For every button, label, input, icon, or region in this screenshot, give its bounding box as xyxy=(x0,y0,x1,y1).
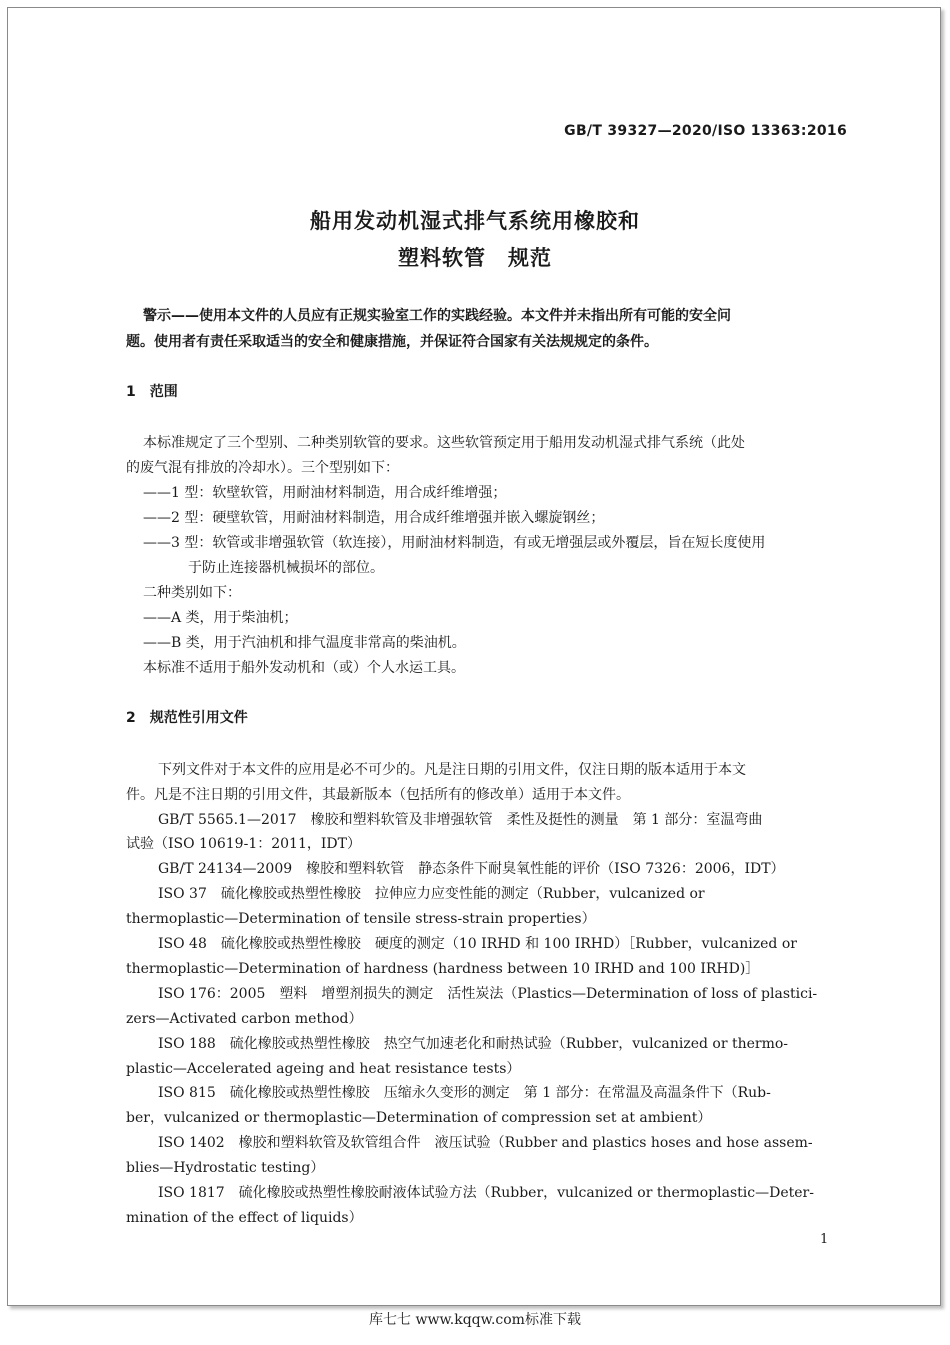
section-2-line: ISO 815 硫化橡胶或热塑性橡胶 压缩永久变形的测定 第 1 部分：在常温及高温条件下（Rub- xyxy=(158,1085,771,1101)
section-1-line: ——2 型：硬壁软管，用耐油材料制造，用合成纤维增强并嵌入螺旋钢丝； xyxy=(143,510,605,526)
section-1-line: 本标准不适用于船外发动机和（或）个人水运工具。 xyxy=(143,660,465,676)
section-2-line: GB/T 5565.1—2017 橡胶和塑料软管及非增强软管 柔性及挺性的测量 第 1 部分：室温弯曲 xyxy=(158,812,763,828)
section-1-line: ——A 类，用于柴油机； xyxy=(143,610,298,626)
warning-line-1: 警示——使用本文件的人员应有正规实验室工作的实践经验。本文件并未指出所有可能的安全问 xyxy=(143,308,731,324)
document-title-line-2: 塑料软管 规范 xyxy=(398,246,552,270)
section-2-line: ber，vulcanized or thermoplastic—Determination of compression set at ambient） xyxy=(126,1110,712,1126)
section-1-line: 本标准规定了三个型别、二种类别软管的要求。这些软管预定用于船用发动机湿式排气系统（此处 xyxy=(143,435,745,451)
section-2-line: 试验（ISO 10619-1：2011，IDT） xyxy=(126,836,361,852)
section-2-line: 件。凡是不注日期的引用文件，其最新版本（包括所有的修改单）适用于本文件。 xyxy=(126,787,630,803)
document-title-line-1: 船用发动机湿式排气系统用橡胶和 xyxy=(310,209,640,233)
section-2-line: ISO 1402 橡胶和塑料软管及软管组合件 液压试验（Rubber and plastics hoses and hose assem- xyxy=(158,1135,813,1151)
section-2-line: mination of the effect of liquids） xyxy=(126,1210,363,1226)
section-2-line: ISO 188 硫化橡胶或热塑性橡胶 热空气加速老化和耐热试验（Rubber，vulcanized or thermo- xyxy=(158,1036,789,1052)
section-1-line: 的废气混有排放的冷却水）。三个型别如下： xyxy=(126,460,399,476)
section-1-line: ——B 类，用于汽油机和排气温度非常高的柴油机。 xyxy=(143,635,466,651)
section-1-heading: 1 范围 xyxy=(126,384,178,400)
page-number: 1 xyxy=(820,1232,829,1247)
section-2-line: ISO 37 硫化橡胶或热塑性橡胶 拉伸应力应变性能的测定（Rubber，vulcanized or xyxy=(158,886,705,902)
section-2-line: zers—Activated carbon method） xyxy=(126,1011,363,1027)
section-2-line: ISO 176：2005 塑料 增塑剂损失的测定 活性炭法（Plastics—Determination of loss of plastici- xyxy=(158,986,818,1002)
section-1-line: 于防止连接器机械损坏的部位。 xyxy=(188,560,384,576)
section-1-line: ——3 型：软管或非增强软管（软连接），用耐油材料制造，有或无增强层或外覆层，旨在短长度使用 xyxy=(143,535,766,551)
section-1-line: 二种类别如下： xyxy=(143,585,241,601)
section-2-line: thermoplastic—Determination of tensile stress-strain properties） xyxy=(126,911,596,927)
section-2-line: blies—Hydrostatic testing） xyxy=(126,1160,325,1176)
section-2-line: 下列文件对于本文件的应用是必不可少的。凡是注日期的引用文件，仅注日期的版本适用于本文 xyxy=(158,762,746,778)
section-2-line: plastic—Accelerated ageing and heat resistance tests） xyxy=(126,1061,521,1077)
section-1-line: ——1 型：软壁软管，用耐油材料制造，用合成纤维增强； xyxy=(143,485,507,501)
warning-line-2: 题。使用者有责任采取适当的安全和健康措施，并保证符合国家有关法规规定的条件。 xyxy=(126,334,658,350)
standard-number: GB/T 39327—2020/ISO 13363:2016 xyxy=(564,123,847,139)
section-2-line: thermoplastic—Determination of hardness (hardness between 10 IRHD and 100 IRHD)］ xyxy=(126,961,760,977)
section-2-line: ISO 48 硫化橡胶或热塑性橡胶 硬度的测定（10 IRHD 和 100 IRHD）［Rubber，vulcanized or xyxy=(158,936,797,952)
section-2-heading: 2 规范性引用文件 xyxy=(126,710,248,726)
section-2-line: GB/T 24134—2009 橡胶和塑料软管 静态条件下耐臭氧性能的评价（ISO 7326：2006，IDT） xyxy=(158,861,785,877)
footer-watermark[interactable]: 库七七 www.kqqw.com标准下载 xyxy=(369,1312,581,1328)
section-2-line: ISO 1817 硫化橡胶或热塑性橡胶耐液体试验方法（Rubber，vulcanized or thermoplastic—Deter- xyxy=(158,1185,814,1201)
